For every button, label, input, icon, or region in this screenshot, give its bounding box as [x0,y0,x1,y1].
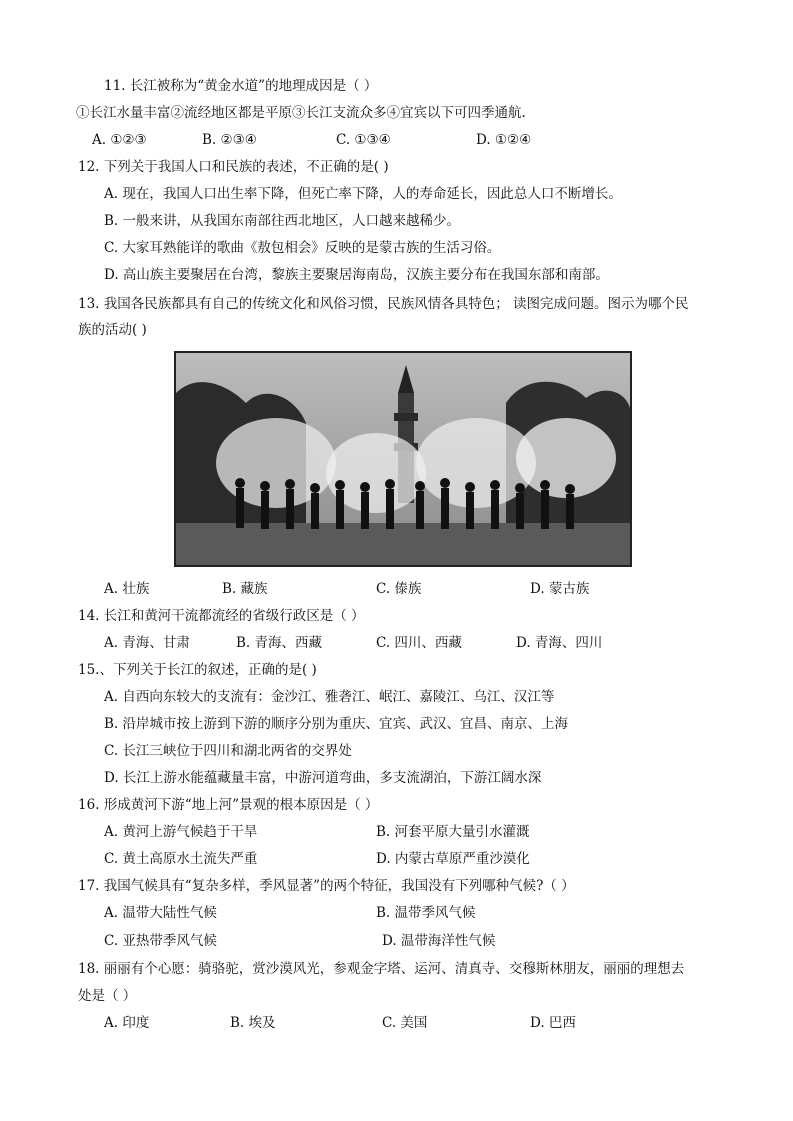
question-16-option-d: D. 内蒙古草原严重沙漠化 [376,851,530,867]
water-splashing-scene [176,353,630,565]
question-11-stem: 11. 长江被称为“黄金水道”的地理成因是（ ） [104,78,378,94]
festival-photo [174,351,632,567]
question-18-stem-cont: 处是（ ） [78,988,137,1004]
question-16-option-a: A. 黄河上游气候趋于干旱 [104,824,258,840]
question-18-option-a: A. 印度 [104,1015,150,1031]
question-16-option-c: C. 黄土高原水土流失严重 [104,851,258,867]
question-18-option-d: D. 巴西 [530,1015,576,1031]
question-17-option-a: A. 温带大陆性气候 [104,905,217,921]
question-17-option-c: C. 亚热带季风气候 [104,933,217,949]
question-11-option-a: A. ①②③ [92,132,147,148]
question-15-option-d: D. 长江上游水能蕴藏量丰富，中游河道弯曲，多支流湖泊，下游江阔水深 [104,770,542,786]
question-14-option-c: C. 四川、西藏 [376,635,462,651]
question-12-stem: 12. 下列关于我国人口和民族的表述，不正确的是( ) [78,159,389,175]
question-18-option-c: C. 美国 [382,1015,428,1031]
question-12-option-a: A. 现在，我国人口出生率下降，但死亡率下降，人的寿命延长，因此总人口不断增长。 [104,186,622,202]
question-13-stem: 13. 我国各民族都具有自己的传统文化和风俗习惯，民族风情各具特色； 读图完成问题。图示为哪个民 [78,296,689,312]
question-15-option-a: A. 自西向东较大的支流有：金沙江、雅砻江、岷江、嘉陵江、乌江、汉江等 [104,689,555,705]
question-13-option-d: D. 蒙古族 [530,581,590,597]
question-11-statements: ①长江水量丰富②流经地区都是平原③长江支流众多④宜宾以下可四季通航. [76,105,526,121]
question-18-option-b: B. 埃及 [230,1015,276,1031]
question-15-stem: 15.、下列关于长江的叙述，正确的是( ) [78,662,317,678]
question-12-option-d: D. 高山族主要聚居在台湾，黎族主要聚居海南岛，汉族主要分布在我国东部和南部。 [104,267,609,283]
question-13-option-b: B. 藏族 [222,581,268,597]
question-16-stem: 16. 形成黄河下游“地上河”景观的根本原因是（ ） [78,797,379,813]
question-12-option-c: C. 大家耳熟能详的歌曲《敖包相会》反映的是蒙古族的生活习俗。 [104,240,501,256]
question-15-option-c: C. 长江三峡位于四川和湖北两省的交界处 [104,743,352,759]
question-15-option-b: B. 沿岸城市按上游到下游的顺序分别为重庆、宜宾、武汉、宜昌、南京、上海 [104,716,569,732]
question-17-option-d: D. 温带海洋性气候 [382,933,496,949]
question-14-option-b: B. 青海、西藏 [236,635,323,651]
question-14-option-a: A. 青海、甘肃 [104,635,190,651]
question-13-option-c: C. 傣族 [376,581,422,597]
question-13-stem-cont: 族的活动( ) [78,322,147,338]
question-14-option-d: D. 青海、四川 [516,635,603,651]
question-12-option-b: B. 一般来讲，从我国东南部往西北地区，人口越来越稀少。 [104,213,461,229]
question-16-option-b: B. 河套平原大量引水灌溉 [376,824,530,840]
question-14-stem: 14. 长江和黄河干流都流经的省级行政区是（ ） [78,608,365,624]
question-18-stem: 18. 丽丽有个心愿：骑骆驼，赏沙漠风光，参观金字塔、运河、清真寺、交穆斯林朋友，丽丽的理想去 [78,961,685,977]
question-11-option-d: D. ①②④ [476,132,532,148]
question-13-option-a: A. 壮族 [104,581,150,597]
question-17-option-b: B. 温带季风气候 [376,905,476,921]
question-17-stem: 17. 我国气候具有“复杂多样，季风显著”的两个特征，我国没有下列哪种气候?（ ） [78,878,575,894]
question-11-option-b: B. ②③④ [202,132,257,148]
question-11-option-c: C. ①③④ [336,132,391,148]
